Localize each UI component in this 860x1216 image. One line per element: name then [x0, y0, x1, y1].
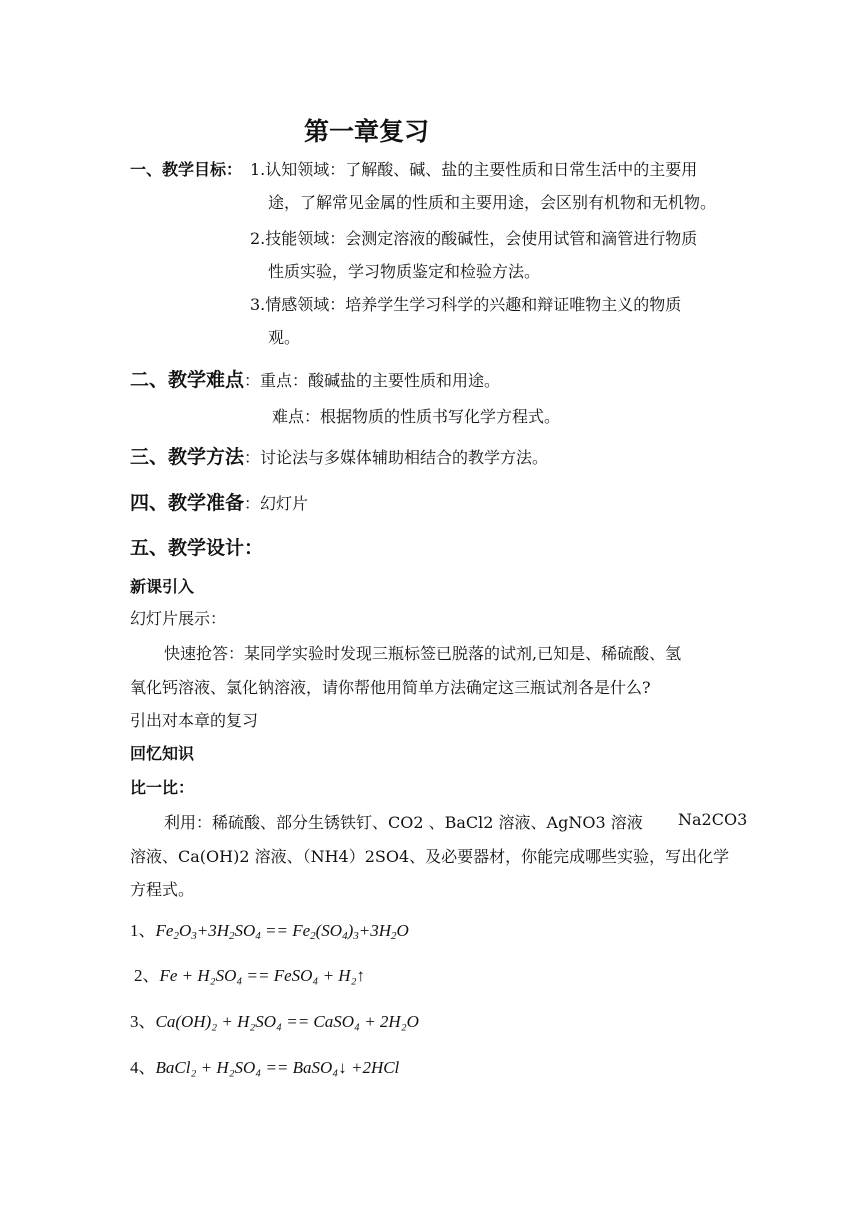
recall-heading: 回忆知识: [130, 744, 195, 763]
section-difficulties: [130, 365, 500, 392]
heading-colon: ：: [244, 371, 261, 390]
heading-colon: ：: [226, 160, 243, 179]
quick-answer-line2: 氧化钙溶液、氯化钠溶液，请你帮他用简单方法确定这三瓶试剂各是什么?: [130, 678, 651, 697]
section-preparation: [130, 488, 308, 515]
use-line1: 利用：稀硫酸、部分生锈铁钉、CO2 、BaCl2 溶液、AgNO3 溶液: [164, 813, 643, 832]
equation-1: 1、 $Fe_2O_3+3H_2SO_4 == Fe_2(SO_4)_3+3H_2O$: [130, 916, 409, 941]
equation-text: BaCl₂ + H₂SO₄ == BaSO₄↓ +2HCl: [155, 1058, 400, 1077]
section-heading: 二、教学难点: [130, 369, 245, 391]
equation-3: [130, 1007, 419, 1032]
equation-number: 2、: [134, 966, 160, 985]
compare-heading: 比一比：: [130, 778, 195, 797]
objective-1-line2: 途，了解常见金属的性质和主要用途，会区别有机物和无机物。: [268, 193, 717, 212]
equation-text: Fe + H₂SO₄ == FeSO₄ + H₂↑: [159, 966, 365, 985]
objective-3-line2: 观。: [268, 328, 301, 347]
key-point: 重点：酸碱盐的主要性质和用途。: [260, 371, 501, 390]
equation-number: 4、: [130, 1058, 156, 1077]
section-heading: 一、教学目标: [130, 160, 227, 179]
equation-2: [134, 961, 365, 986]
section-objectives: [130, 157, 242, 180]
objective-3-line1: 3.情感领域：培养学生学习科学的兴趣和辩证唯物主义的物质: [250, 295, 682, 314]
objective-2-line2: 性质实验，学习物质鉴定和检验方法。: [268, 262, 541, 281]
section-methods: [130, 442, 548, 469]
objective-1-line1: 1.认知领域：了解酸、碱、盐的主要性质和日常生活中的主要用: [250, 160, 698, 179]
use-line1-end: Na2CO3: [678, 810, 748, 829]
intro-heading: 新课引入: [130, 577, 195, 596]
use-line2: 溶液、Ca(OH)2 溶液、（NH4）2SO4、及必要器材，你能完成哪些实验，写出化学: [130, 847, 730, 866]
equation-number: 1、: [130, 921, 156, 940]
section-design-heading: 五、教学设计：: [130, 537, 264, 559]
heading-colon: ：: [244, 448, 261, 467]
equation-4: [130, 1053, 399, 1078]
methods-text: 讨论法与多媒体辅助相结合的教学方法。: [260, 448, 549, 467]
quick-answer-line1: 快速抢答：某同学实验时发现三瓶标签已脱落的试剂,已知是、稀硫酸、氢: [164, 644, 682, 663]
slide-show-text: 幻灯片展示：: [130, 609, 227, 628]
equation-text: Ca(OH)₂ + H₂SO₄ == CaSO₄ + 2H₂O: [155, 1012, 419, 1031]
page-title: 第一章复习: [304, 117, 430, 146]
lead-in-text: 引出对本章的复习: [130, 711, 259, 730]
difficult-point: 难点：根据物质的性质书写化学方程式。: [272, 407, 561, 426]
use-line3: 方程式。: [130, 880, 195, 899]
preparation-text: 幻灯片: [260, 494, 309, 513]
section-heading: 三、教学方法: [130, 446, 245, 468]
section-heading: 四、教学准备: [130, 492, 245, 514]
objective-2-line1: 2.技能领域：会测定溶液的酸碱性，会使用试管和滴管进行物质: [250, 229, 698, 248]
equation-number: 3、: [130, 1012, 156, 1031]
heading-colon: ：: [244, 494, 261, 513]
